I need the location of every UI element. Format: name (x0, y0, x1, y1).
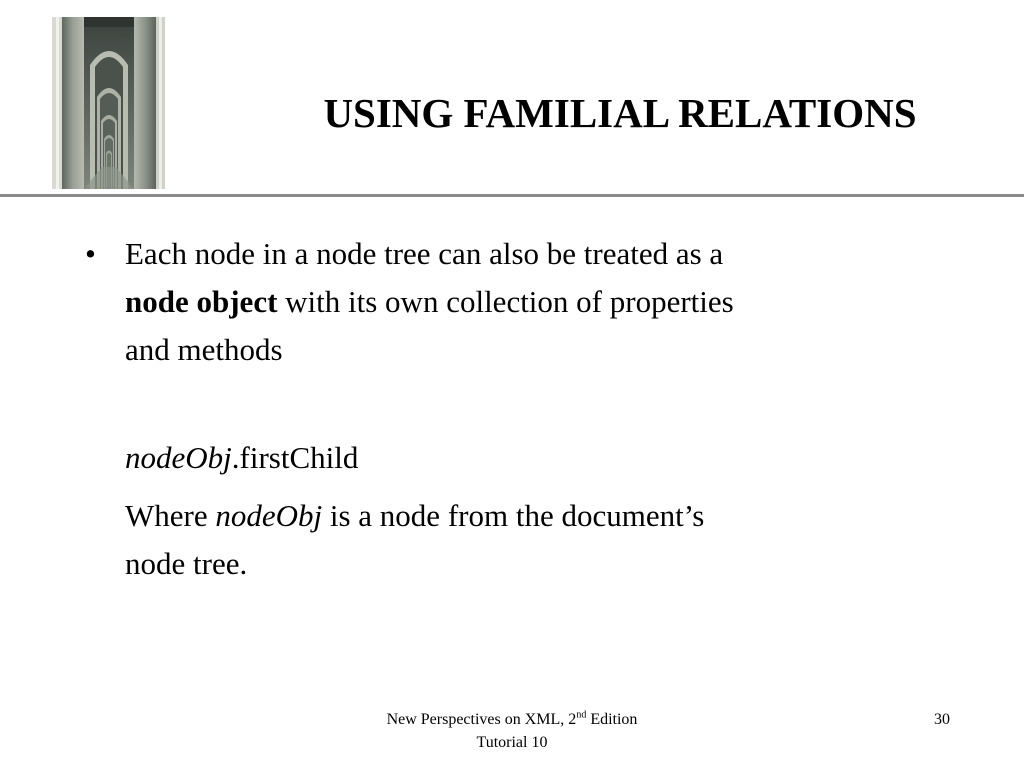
footer-book-prefix: New Perspectives on XML, 2 (386, 711, 577, 728)
footer-book-info (312, 708, 712, 754)
arched-corridor-image (52, 17, 165, 189)
explanation (85, 492, 965, 588)
slide-body (85, 230, 965, 588)
syntax-line (85, 434, 965, 482)
footer-tutorial: Tutorial 10 (476, 734, 548, 751)
syntax-member: .firstChild (231, 440, 359, 475)
bullet-text-part1: Each node in a node tree can also be treated as a (125, 236, 724, 271)
spacer-small (85, 482, 965, 492)
explanation-line-2 (125, 540, 965, 588)
bullet-line-2 (125, 278, 965, 326)
bullet-text-part3: and methods (125, 332, 283, 367)
bullet-text-part2: with its own collection of properties (277, 284, 734, 319)
arched-corridor-photo (52, 17, 165, 189)
explanation-prefix: Where (125, 498, 216, 533)
explanation-line-1 (125, 492, 965, 540)
explanation-object: nodeObj (215, 498, 323, 533)
bullet-line-3 (125, 326, 965, 374)
spacer (85, 374, 965, 434)
syntax-object: nodeObj (125, 440, 232, 475)
footer-book-suffix: Edition (586, 711, 638, 728)
bullet-marker: • (85, 236, 96, 271)
explanation-suffix-2: node tree. (125, 546, 248, 581)
footer-book-superscript: nd (576, 709, 587, 721)
slide-title: USING FAMILIAL RELATIONS (323, 90, 917, 136)
bullet-item (85, 230, 965, 374)
title-divider (0, 194, 1024, 197)
page-number: 30 (934, 711, 950, 728)
bullet-line-1 (125, 230, 965, 278)
footer-book-title (312, 708, 712, 731)
explanation-suffix-1: is a node from the document’s (322, 498, 705, 533)
bullet-bold-term: node object (125, 284, 278, 319)
